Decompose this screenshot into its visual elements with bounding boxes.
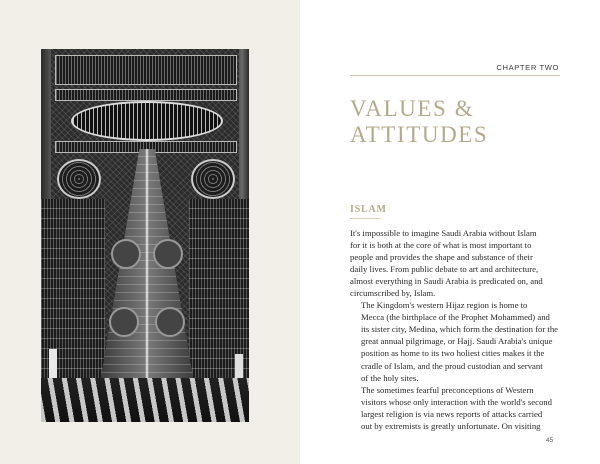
paragraph [350, 299, 566, 383]
chapter-title-line: VALUES & [350, 96, 475, 121]
section-divider [350, 218, 381, 219]
photo-medallion [191, 159, 235, 199]
photo-calligraphy-band [55, 89, 237, 101]
text-line: visitors whose only interaction with the world's second [361, 396, 552, 407]
text-line: The Kingdom's western Hijaz region is home to [361, 300, 528, 311]
photo-calligraphy-band [55, 55, 237, 85]
text-line: daily lives. From public debate to art and architecture, [350, 264, 539, 275]
photo-door-ornament [111, 239, 141, 269]
photo-medallion [57, 159, 101, 199]
paragraph [350, 227, 566, 299]
photo-calligraphy-cartouche [71, 101, 223, 141]
photo-embroidered-panel-right [189, 199, 249, 379]
text-line: for it is both at the core of what is most important to [350, 240, 532, 251]
text-line: Mecca (the birthplace of the Prophet Mohammed) and [361, 312, 550, 323]
body-text [350, 227, 566, 432]
text-line: cradle of Islam, and the proud custodian and servant [361, 360, 543, 371]
text-line: The sometimes fearful preconceptions of Western [361, 384, 534, 395]
text-line: its sister city, Medina, which form the destination for the [361, 324, 559, 335]
chapter-title [350, 96, 570, 148]
section-heading: ISLAM [350, 204, 387, 215]
right-page [300, 0, 600, 464]
text-line: people and provides the shape and substance of their [350, 252, 533, 263]
chapter-title-line: ATTITUDES [350, 122, 489, 147]
photo-door-ornament [155, 307, 185, 337]
text-line: circumscribed by, Islam. [350, 288, 436, 299]
text-line: It's impossible to imagine Saudi Arabia without Islam [350, 228, 537, 238]
text-line: great annual pilgrimage, or Hajj. Saudi Arabia's unique [361, 336, 553, 347]
paragraph [350, 384, 566, 432]
text-line: position as home to its two holiest cities makes it the [361, 348, 545, 359]
text-line: of the holy sites. [361, 372, 419, 383]
text-line: out by extremists is greatly unfortunate. On visiting [361, 420, 541, 431]
text-line: largest religion is via news reports of attacks carried [361, 408, 543, 419]
text-line: almost everything in Saudi Arabia is predicated on, and [350, 276, 543, 287]
chapter-label: CHAPTER TWO [496, 63, 559, 72]
page-number: 45 [546, 437, 554, 444]
kaaba-door-photo [41, 49, 249, 422]
photo-door-ornament [109, 307, 139, 337]
chapter-divider [350, 75, 560, 76]
photo-door-ornament [153, 239, 183, 269]
photo-pilgrims-hands [41, 378, 249, 422]
